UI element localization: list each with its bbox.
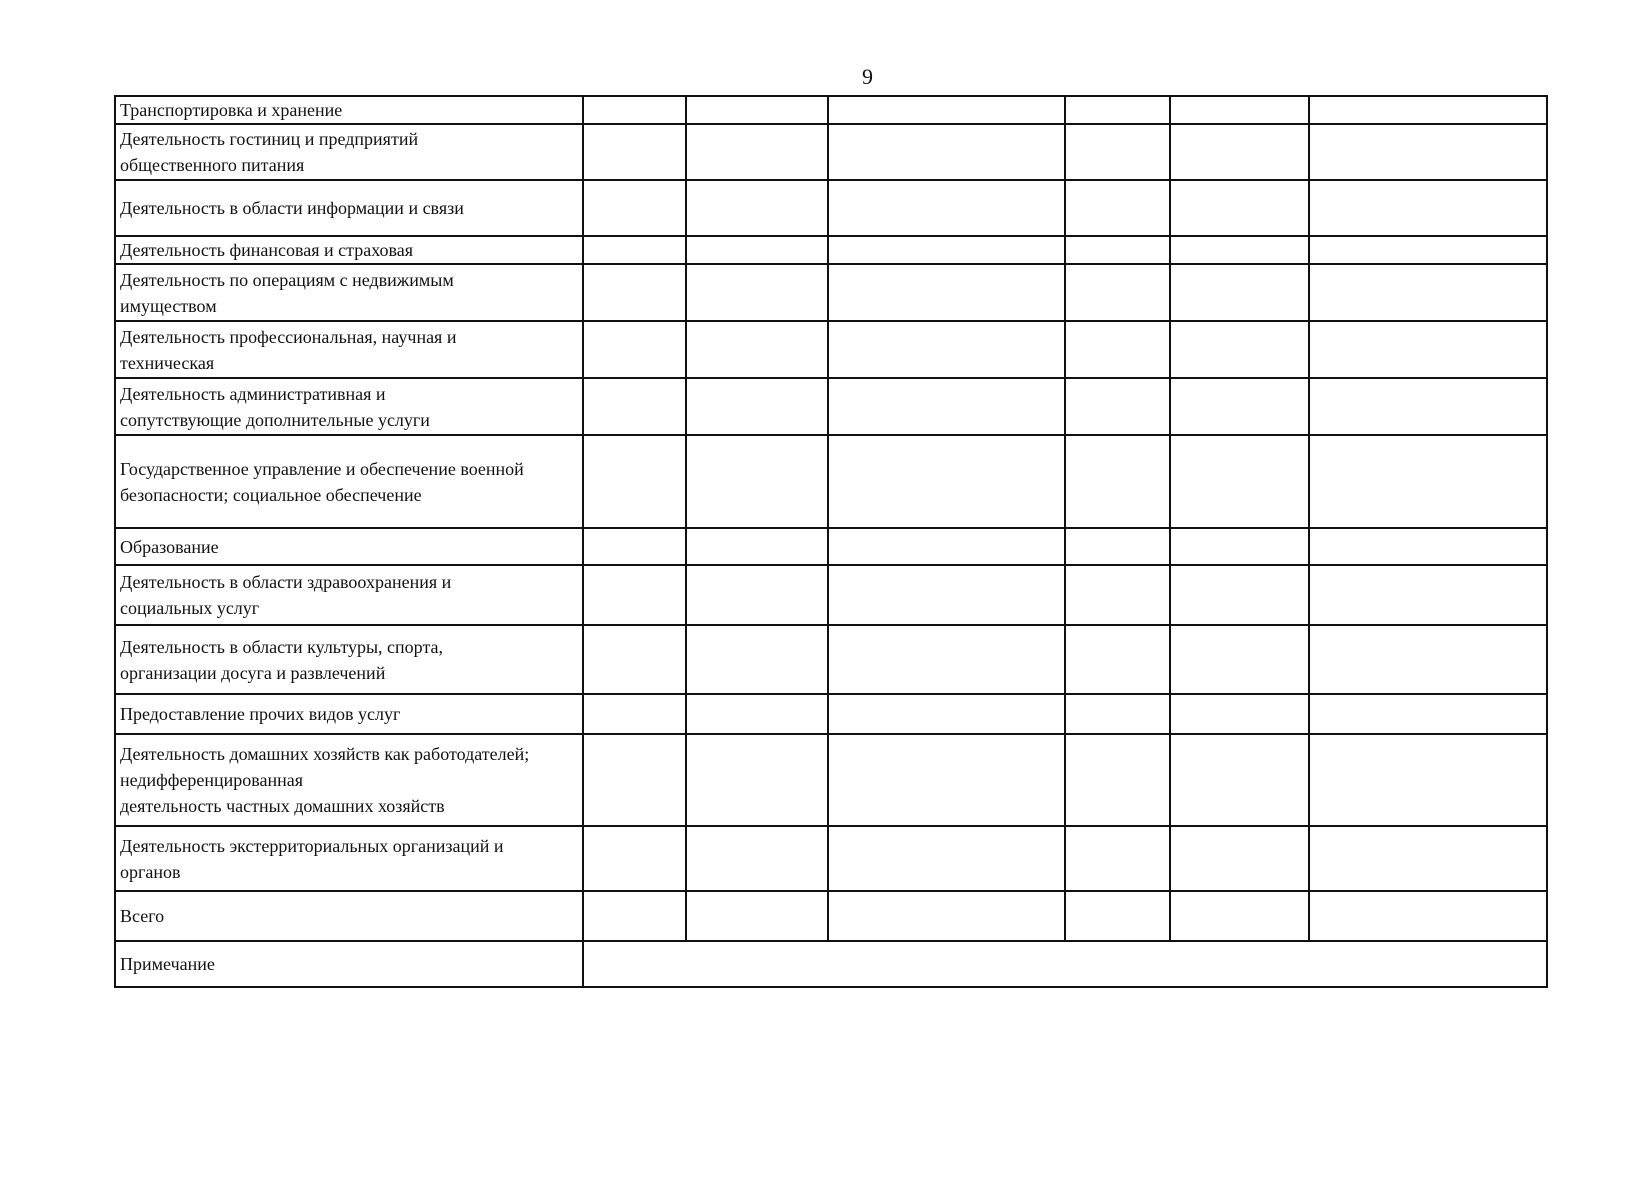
value-cell[interactable] (686, 694, 828, 734)
value-cell[interactable] (828, 378, 1065, 435)
table-body (115, 96, 1547, 987)
value-cell[interactable] (686, 124, 828, 180)
row-label: Деятельность в области здравоохранения и социальных услуг (115, 565, 583, 625)
value-cell[interactable] (1170, 734, 1309, 826)
row-label: Деятельность в области культуры, спорта, организации досуга и развлечений (115, 625, 583, 694)
value-cell[interactable] (1170, 565, 1309, 625)
value-cell[interactable] (686, 826, 828, 891)
row-label: Деятельность профессиональная, научная и техническая (115, 321, 583, 378)
value-cell[interactable] (1309, 891, 1547, 941)
value-cell[interactable] (1170, 891, 1309, 941)
value-cell[interactable] (1170, 826, 1309, 891)
value-cell[interactable] (1065, 264, 1170, 321)
value-cell[interactable] (686, 435, 828, 528)
value-cell[interactable] (1309, 625, 1547, 694)
value-cell[interactable] (686, 180, 828, 236)
value-cell[interactable] (1065, 565, 1170, 625)
value-cell[interactable] (1065, 124, 1170, 180)
value-cell[interactable] (583, 826, 686, 891)
value-cell[interactable] (686, 565, 828, 625)
value-cell[interactable] (1309, 264, 1547, 321)
value-cell[interactable] (686, 625, 828, 694)
table-row (115, 826, 1547, 891)
value-cell[interactable] (1309, 96, 1547, 124)
table-row (115, 124, 1547, 180)
row-label: Государственное управление и обеспечение военной безопасности; социальное обеспечение (115, 435, 583, 528)
row-label: Деятельность домашних хозяйств как работодателей; недифференцированная деятельность частных домашних хозяйств (115, 734, 583, 826)
table-row (115, 625, 1547, 694)
value-cell[interactable] (828, 435, 1065, 528)
value-cell[interactable] (583, 528, 686, 565)
value-cell[interactable] (1170, 694, 1309, 734)
table-row (115, 528, 1547, 565)
value-cell[interactable] (1309, 180, 1547, 236)
value-cell[interactable] (1309, 528, 1547, 565)
value-cell[interactable] (583, 264, 686, 321)
value-cell[interactable] (1065, 378, 1170, 435)
row-label: Деятельность в области информации и связи (115, 180, 583, 236)
value-cell[interactable] (686, 378, 828, 435)
value-cell[interactable] (1309, 435, 1547, 528)
value-cell[interactable] (828, 180, 1065, 236)
table-row (115, 565, 1547, 625)
value-cell[interactable] (583, 565, 686, 625)
value-cell[interactable] (583, 435, 686, 528)
value-cell[interactable] (1065, 891, 1170, 941)
row-label: Образование (115, 528, 583, 565)
note-label: Примечание (115, 941, 583, 987)
value-cell[interactable] (1065, 625, 1170, 694)
page-number: 9 (862, 64, 873, 89)
value-cell[interactable] (686, 96, 828, 124)
value-cell[interactable] (1170, 264, 1309, 321)
row-label: Транспортировка и хранение (115, 96, 583, 124)
value-cell[interactable] (828, 826, 1065, 891)
value-cell[interactable] (1309, 321, 1547, 378)
value-cell[interactable] (686, 528, 828, 565)
value-cell[interactable] (1065, 734, 1170, 826)
value-cell[interactable] (1309, 236, 1547, 264)
value-cell[interactable] (1309, 734, 1547, 826)
value-cell[interactable] (686, 264, 828, 321)
value-cell[interactable] (1170, 435, 1309, 528)
value-cell[interactable] (686, 734, 828, 826)
value-cell[interactable] (1309, 378, 1547, 435)
value-cell[interactable] (583, 694, 686, 734)
value-cell[interactable] (1170, 321, 1309, 378)
value-cell[interactable] (583, 734, 686, 826)
value-cell[interactable] (1309, 565, 1547, 625)
value-cell[interactable] (828, 891, 1065, 941)
value-cell[interactable] (1065, 528, 1170, 565)
value-cell[interactable] (1170, 180, 1309, 236)
value-cell[interactable] (583, 96, 686, 124)
note-row (115, 941, 1547, 987)
value-cell[interactable] (828, 264, 1065, 321)
value-cell[interactable] (1065, 236, 1170, 264)
value-cell[interactable] (583, 891, 686, 941)
row-label: Деятельность административная и сопутствующие дополнительные услуги (115, 378, 583, 435)
value-cell[interactable] (583, 180, 686, 236)
value-cell[interactable] (828, 625, 1065, 694)
value-cell[interactable] (1065, 694, 1170, 734)
table-row (115, 378, 1547, 435)
value-cell[interactable] (1170, 528, 1309, 565)
value-cell[interactable] (828, 96, 1065, 124)
value-cell[interactable] (1170, 96, 1309, 124)
value-cell[interactable] (1065, 435, 1170, 528)
row-label: Предоставление прочих видов услуг (115, 694, 583, 734)
value-cell[interactable] (828, 565, 1065, 625)
value-cell[interactable] (828, 321, 1065, 378)
table-row (115, 264, 1547, 321)
value-cell[interactable] (583, 378, 686, 435)
value-cell[interactable] (1065, 96, 1170, 124)
value-cell[interactable] (583, 236, 686, 264)
value-cell[interactable] (1309, 826, 1547, 891)
data-table (114, 95, 1548, 988)
value-cell[interactable] (1309, 694, 1547, 734)
row-label: Всего (115, 891, 583, 941)
value-cell[interactable] (1065, 826, 1170, 891)
value-cell[interactable] (828, 124, 1065, 180)
value-cell[interactable] (828, 528, 1065, 565)
row-label: Деятельность финансовая и страховая (115, 236, 583, 264)
row-label: Деятельность гостиниц и предприятий общественного питания (115, 124, 583, 180)
note-cell[interactable] (583, 941, 1547, 987)
value-cell[interactable] (828, 694, 1065, 734)
table-row (115, 694, 1547, 734)
value-cell[interactable] (828, 236, 1065, 264)
value-cell[interactable] (1170, 236, 1309, 264)
value-cell[interactable] (686, 321, 828, 378)
table-row (115, 236, 1547, 264)
table-row (115, 435, 1547, 528)
value-cell[interactable] (1170, 124, 1309, 180)
table-row (115, 734, 1547, 826)
value-cell[interactable] (686, 891, 828, 941)
value-cell[interactable] (1170, 378, 1309, 435)
table-row (115, 96, 1547, 124)
value-cell[interactable] (1065, 180, 1170, 236)
row-label: Деятельность экстерриториальных организаций и органов (115, 826, 583, 891)
value-cell[interactable] (686, 236, 828, 264)
value-cell[interactable] (583, 625, 686, 694)
value-cell[interactable] (1065, 321, 1170, 378)
row-label: Деятельность по операциям с недвижимым имуществом (115, 264, 583, 321)
value-cell[interactable] (583, 124, 686, 180)
table-row (115, 180, 1547, 236)
value-cell[interactable] (583, 321, 686, 378)
table-row (115, 321, 1547, 378)
value-cell[interactable] (1309, 124, 1547, 180)
table-row (115, 891, 1547, 941)
value-cell[interactable] (1170, 625, 1309, 694)
value-cell[interactable] (828, 734, 1065, 826)
